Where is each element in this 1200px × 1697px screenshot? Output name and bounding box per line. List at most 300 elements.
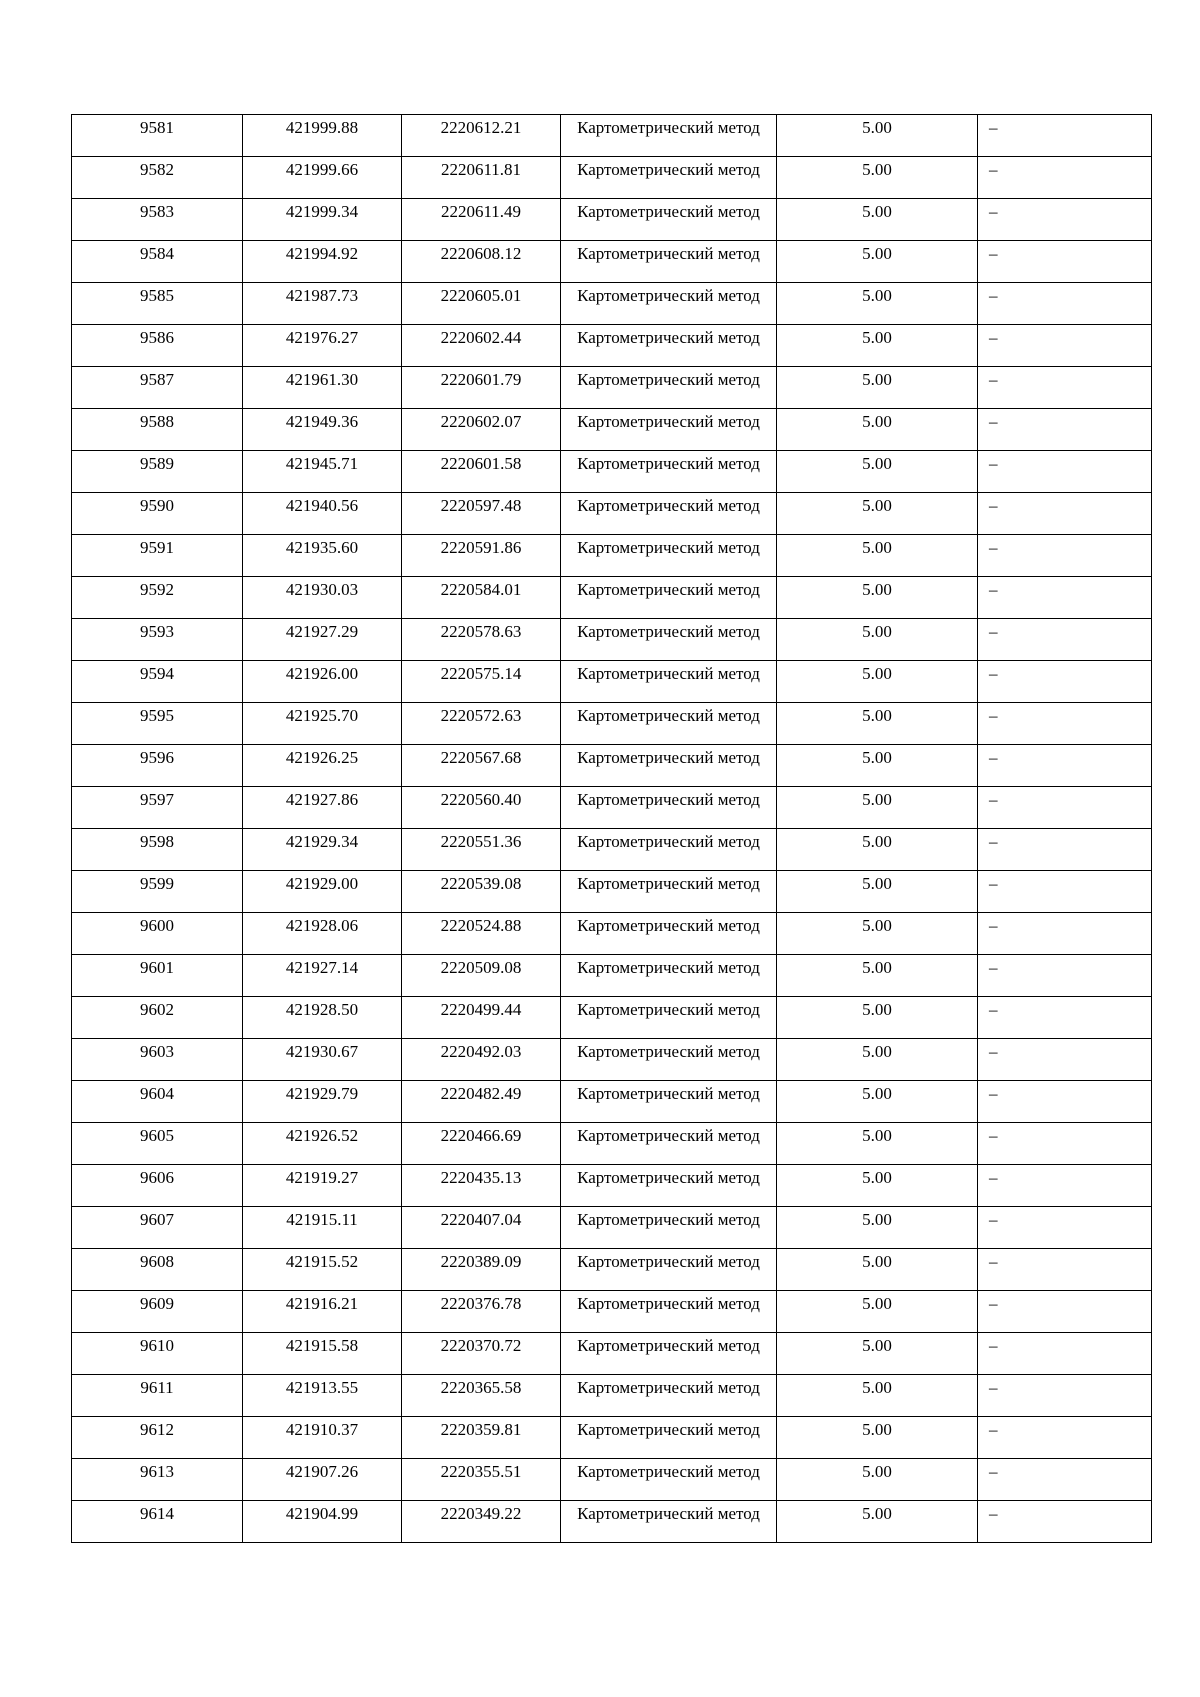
method-cell: [561, 1123, 777, 1165]
table-row: [72, 619, 1152, 661]
note-cell-text: –: [989, 1462, 998, 1481]
accuracy-cell: [777, 997, 978, 1039]
method-cell: [561, 913, 777, 955]
method-cell-text: Картометрический метод: [577, 1126, 760, 1145]
accuracy-cell-text: 5.00: [862, 1462, 892, 1481]
accuracy-cell: [777, 535, 978, 577]
coordinate-y-cell: [402, 325, 561, 367]
note-cell-text: –: [989, 916, 998, 935]
coordinate-x-cell-text: 421999.66: [285, 160, 359, 179]
accuracy-cell-text: 5.00: [862, 1000, 892, 1019]
table-row: [72, 1123, 1152, 1165]
method-cell: [561, 157, 777, 199]
accuracy-cell-text: 5.00: [862, 1420, 892, 1439]
accuracy-cell-text: 5.00: [862, 1126, 892, 1145]
accuracy-cell: [777, 1291, 978, 1333]
coordinate-x-cell: [243, 955, 402, 997]
point-number-cell: [72, 787, 243, 829]
coordinate-x-cell: [243, 241, 402, 283]
method-cell: [561, 367, 777, 409]
coordinate-x-cell-text: 421910.37: [285, 1420, 359, 1439]
note-cell: [978, 1501, 1152, 1543]
table-row: [72, 535, 1152, 577]
note-cell-text: –: [989, 412, 998, 431]
accuracy-cell: [777, 787, 978, 829]
method-cell: [561, 1207, 777, 1249]
note-cell: [978, 703, 1152, 745]
accuracy-cell-text: 5.00: [862, 1504, 892, 1523]
method-cell: [561, 1165, 777, 1207]
coordinate-y-cell: [402, 1207, 561, 1249]
point-number-cell: [72, 1375, 243, 1417]
coordinate-y-cell-text: 2220601.58: [440, 454, 522, 473]
coordinate-y-cell: [402, 1291, 561, 1333]
note-cell-text: –: [989, 244, 998, 263]
point-number-cell: [72, 283, 243, 325]
accuracy-cell: [777, 1417, 978, 1459]
point-number-cell: [72, 997, 243, 1039]
point-number-cell: [72, 1333, 243, 1375]
coordinate-x-cell: [243, 577, 402, 619]
coordinate-y-cell-text: 2220492.03: [440, 1042, 522, 1061]
coordinate-y-cell-text: 2220602.07: [440, 412, 522, 431]
table-row: [72, 451, 1152, 493]
table-row: [72, 745, 1152, 787]
accuracy-cell-text: 5.00: [862, 160, 892, 179]
method-cell-text: Картометрический метод: [577, 664, 760, 683]
accuracy-cell: [777, 661, 978, 703]
coordinate-y-cell-text: 2220509.08: [440, 958, 522, 977]
note-cell: [978, 1039, 1152, 1081]
coordinate-y-cell: [402, 241, 561, 283]
point-number-cell-text: 9584: [140, 244, 174, 263]
method-cell-text: Картометрический метод: [577, 622, 760, 641]
point-number-cell-text: 9588: [140, 412, 174, 431]
note-cell-text: –: [989, 202, 998, 221]
point-number-cell-text: 9587: [140, 370, 174, 389]
coordinate-x-cell: [243, 283, 402, 325]
point-number-cell: [72, 913, 243, 955]
note-cell-text: –: [989, 286, 998, 305]
point-number-cell-text: 9602: [140, 1000, 174, 1019]
accuracy-cell-text: 5.00: [862, 244, 892, 263]
note-cell: [978, 913, 1152, 955]
point-number-cell-text: 9593: [140, 622, 174, 641]
point-number-cell-text: 9611: [140, 1378, 174, 1397]
coordinate-y-cell-text: 2220435.13: [440, 1168, 522, 1187]
note-cell: [978, 1459, 1152, 1501]
note-cell: [978, 829, 1152, 871]
table-row: [72, 1291, 1152, 1333]
note-cell: [978, 367, 1152, 409]
note-cell-text: –: [989, 748, 998, 767]
coordinate-y-cell: [402, 409, 561, 451]
coordinate-y-cell: [402, 199, 561, 241]
point-number-cell: [72, 535, 243, 577]
accuracy-cell: [777, 283, 978, 325]
method-cell: [561, 1501, 777, 1543]
coordinate-x-cell-text: 421926.25: [285, 748, 359, 767]
accuracy-cell: [777, 1207, 978, 1249]
coordinate-x-cell-text: 421994.92: [285, 244, 359, 263]
coordinate-y-cell-text: 2220539.08: [440, 874, 522, 893]
coordinate-y-cell-text: 2220349.22: [440, 1504, 522, 1523]
coordinate-x-cell-text: 421987.73: [285, 286, 359, 305]
method-cell: [561, 955, 777, 997]
note-cell: [978, 745, 1152, 787]
method-cell-text: Картометрический метод: [577, 874, 760, 893]
coordinate-y-cell: [402, 871, 561, 913]
accuracy-cell: [777, 367, 978, 409]
point-number-cell-text: 9589: [140, 454, 174, 473]
note-cell-text: –: [989, 664, 998, 683]
note-cell-text: –: [989, 538, 998, 557]
note-cell: [978, 1291, 1152, 1333]
coordinate-y-cell: [402, 1501, 561, 1543]
coordinate-y-cell: [402, 115, 561, 157]
method-cell-text: Картометрический метод: [577, 1042, 760, 1061]
note-cell: [978, 1333, 1152, 1375]
accuracy-cell: [777, 745, 978, 787]
point-number-cell-text: 9594: [140, 664, 174, 683]
table-row: [72, 1417, 1152, 1459]
method-cell-text: Картометрический метод: [577, 370, 760, 389]
coordinate-y-cell-text: 2220611.81: [440, 160, 522, 179]
coordinate-y-cell-text: 2220560.40: [440, 790, 522, 809]
coordinate-y-cell-text: 2220605.01: [440, 286, 522, 305]
method-cell: [561, 1375, 777, 1417]
point-number-cell: [72, 1165, 243, 1207]
accuracy-cell: [777, 241, 978, 283]
point-number-cell: [72, 199, 243, 241]
coordinate-y-cell: [402, 493, 561, 535]
coordinate-x-cell: [243, 871, 402, 913]
table-row: [72, 493, 1152, 535]
method-cell-text: Картометрический метод: [577, 1462, 760, 1481]
note-cell-text: –: [989, 118, 998, 137]
coordinate-x-cell: [243, 535, 402, 577]
note-cell: [978, 1249, 1152, 1291]
note-cell: [978, 661, 1152, 703]
coordinate-y-cell-text: 2220591.86: [440, 538, 522, 557]
coordinate-y-cell-text: 2220601.79: [440, 370, 522, 389]
accuracy-cell-text: 5.00: [862, 874, 892, 893]
coordinate-y-cell: [402, 829, 561, 871]
coordinate-x-cell-text: 421999.88: [285, 118, 359, 137]
point-number-cell-text: 9592: [140, 580, 174, 599]
coordinate-y-cell-text: 2220482.49: [440, 1084, 522, 1103]
note-cell: [978, 619, 1152, 661]
note-cell: [978, 955, 1152, 997]
coordinate-x-cell: [243, 115, 402, 157]
coordinate-x-cell: [243, 703, 402, 745]
point-number-cell-text: 9595: [140, 706, 174, 725]
accuracy-cell: [777, 913, 978, 955]
table-row: [72, 1375, 1152, 1417]
coordinate-x-cell: [243, 661, 402, 703]
accuracy-cell-text: 5.00: [862, 1168, 892, 1187]
coordinate-x-cell-text: 421927.14: [285, 958, 359, 977]
accuracy-cell-text: 5.00: [862, 958, 892, 977]
coordinate-x-cell-text: 421916.21: [285, 1294, 359, 1313]
point-number-cell-text: 9613: [140, 1462, 174, 1481]
accuracy-cell-text: 5.00: [862, 748, 892, 767]
table-row: [72, 1501, 1152, 1543]
accuracy-cell: [777, 1459, 978, 1501]
accuracy-cell-text: 5.00: [862, 328, 892, 347]
note-cell: [978, 451, 1152, 493]
table-row: [72, 1459, 1152, 1501]
coordinate-x-cell-text: 421915.11: [286, 1210, 358, 1229]
coordinate-y-cell-text: 2220407.04: [440, 1210, 522, 1229]
table-row: [72, 577, 1152, 619]
point-number-cell: [72, 325, 243, 367]
note-cell-text: –: [989, 1042, 998, 1061]
point-number-cell: [72, 1291, 243, 1333]
point-number-cell-text: 9614: [140, 1504, 174, 1523]
accuracy-cell-text: 5.00: [862, 916, 892, 935]
note-cell: [978, 1375, 1152, 1417]
note-cell-text: –: [989, 1420, 998, 1439]
accuracy-cell: [777, 451, 978, 493]
accuracy-cell: [777, 1039, 978, 1081]
method-cell-text: Картометрический метод: [577, 790, 760, 809]
coordinate-y-cell: [402, 1081, 561, 1123]
accuracy-cell: [777, 1249, 978, 1291]
coordinate-x-cell: [243, 619, 402, 661]
method-cell-text: Картометрический метод: [577, 244, 760, 263]
point-number-cell-text: 9582: [140, 160, 174, 179]
table-row: [72, 241, 1152, 283]
point-number-cell-text: 9581: [140, 118, 174, 137]
coordinate-x-cell: [243, 787, 402, 829]
method-cell-text: Картометрический метод: [577, 160, 760, 179]
method-cell: [561, 325, 777, 367]
coordinate-y-cell: [402, 1123, 561, 1165]
note-cell-text: –: [989, 1294, 998, 1313]
coordinate-x-cell: [243, 745, 402, 787]
accuracy-cell: [777, 493, 978, 535]
accuracy-cell: [777, 199, 978, 241]
point-number-cell: [72, 493, 243, 535]
point-number-cell: [72, 115, 243, 157]
note-cell-text: –: [989, 496, 998, 515]
note-cell-text: –: [989, 622, 998, 641]
coordinate-x-cell-text: 421940.56: [285, 496, 359, 515]
method-cell: [561, 619, 777, 661]
point-number-cell-text: 9598: [140, 832, 174, 851]
note-cell-text: –: [989, 706, 998, 725]
accuracy-cell-text: 5.00: [862, 790, 892, 809]
accuracy-cell-text: 5.00: [862, 1252, 892, 1271]
accuracy-cell: [777, 409, 978, 451]
point-number-cell: [72, 1123, 243, 1165]
coordinate-y-cell-text: 2220572.63: [440, 706, 522, 725]
coordinate-x-cell-text: 421961.30: [285, 370, 359, 389]
method-cell-text: Картометрический метод: [577, 202, 760, 221]
point-number-cell-text: 9586: [140, 328, 174, 347]
note-cell: [978, 1123, 1152, 1165]
note-cell-text: –: [989, 1378, 998, 1397]
table-row: [72, 913, 1152, 955]
method-cell: [561, 241, 777, 283]
method-cell: [561, 199, 777, 241]
point-number-cell-text: 9608: [140, 1252, 174, 1271]
coordinate-y-cell-text: 2220608.12: [440, 244, 522, 263]
table-row: [72, 1207, 1152, 1249]
coordinate-x-cell-text: 421999.34: [285, 202, 359, 221]
accuracy-cell: [777, 1165, 978, 1207]
note-cell: [978, 115, 1152, 157]
point-number-cell: [72, 829, 243, 871]
coordinate-x-cell-text: 421928.06: [285, 916, 359, 935]
table-row: [72, 283, 1152, 325]
point-number-cell-text: 9605: [140, 1126, 174, 1145]
method-cell-text: Картометрический метод: [577, 1252, 760, 1271]
note-cell: [978, 535, 1152, 577]
method-cell: [561, 409, 777, 451]
point-number-cell: [72, 703, 243, 745]
coordinate-x-cell: [243, 1165, 402, 1207]
table-row: [72, 1165, 1152, 1207]
accuracy-cell: [777, 1375, 978, 1417]
note-cell-text: –: [989, 1504, 998, 1523]
accuracy-cell: [777, 1123, 978, 1165]
method-cell-text: Картометрический метод: [577, 496, 760, 515]
method-cell-text: Картометрический метод: [577, 118, 760, 137]
accuracy-cell-text: 5.00: [862, 706, 892, 725]
method-cell-text: Картометрический метод: [577, 1420, 760, 1439]
coordinate-y-cell-text: 2220359.81: [440, 1420, 522, 1439]
point-number-cell-text: 9597: [140, 790, 174, 809]
note-cell: [978, 241, 1152, 283]
point-number-cell-text: 9609: [140, 1294, 174, 1313]
accuracy-cell-text: 5.00: [862, 1336, 892, 1355]
point-number-cell: [72, 745, 243, 787]
coordinate-x-cell: [243, 1333, 402, 1375]
note-cell-text: –: [989, 1126, 998, 1145]
coordinate-y-cell: [402, 283, 561, 325]
method-cell-text: Картометрический метод: [577, 1336, 760, 1355]
note-cell-text: –: [989, 454, 998, 473]
coordinate-x-cell-text: 421945.71: [285, 454, 359, 473]
note-cell: [978, 493, 1152, 535]
note-cell-text: –: [989, 832, 998, 851]
note-cell-text: –: [989, 874, 998, 893]
method-cell-text: Картометрический метод: [577, 1000, 760, 1019]
coordinate-y-cell-text: 2220578.63: [440, 622, 522, 641]
coordinate-x-cell-text: 421925.70: [285, 706, 359, 725]
note-cell: [978, 157, 1152, 199]
accuracy-cell-text: 5.00: [862, 1084, 892, 1103]
method-cell-text: Картометрический метод: [577, 706, 760, 725]
coordinate-x-cell-text: 421930.67: [285, 1042, 359, 1061]
accuracy-cell-text: 5.00: [862, 1378, 892, 1397]
coordinate-x-cell-text: 421927.86: [285, 790, 359, 809]
point-number-cell-text: 9585: [140, 286, 174, 305]
coordinates-table: [71, 114, 1152, 1543]
coordinate-x-cell: [243, 157, 402, 199]
point-number-cell: [72, 1081, 243, 1123]
coordinate-x-cell: [243, 199, 402, 241]
coordinate-y-cell-text: 2220611.49: [440, 202, 522, 221]
note-cell: [978, 871, 1152, 913]
coordinate-y-cell: [402, 1039, 561, 1081]
point-number-cell-text: 9583: [140, 202, 174, 221]
point-number-cell-text: 9606: [140, 1168, 174, 1187]
method-cell: [561, 787, 777, 829]
coordinate-x-cell-text: 421949.36: [285, 412, 359, 431]
coordinate-y-cell: [402, 1249, 561, 1291]
method-cell-text: Картометрический метод: [577, 412, 760, 431]
coordinate-y-cell: [402, 577, 561, 619]
coordinates-table-body: [72, 115, 1152, 1543]
table-row: [72, 829, 1152, 871]
table-row: [72, 199, 1152, 241]
accuracy-cell-text: 5.00: [862, 1210, 892, 1229]
point-number-cell: [72, 241, 243, 283]
accuracy-cell-text: 5.00: [862, 496, 892, 515]
accuracy-cell-text: 5.00: [862, 580, 892, 599]
method-cell-text: Картометрический метод: [577, 832, 760, 851]
coordinate-y-cell-text: 2220365.58: [440, 1378, 522, 1397]
point-number-cell-text: 9599: [140, 874, 174, 893]
accuracy-cell-text: 5.00: [862, 664, 892, 683]
coordinate-y-cell-text: 2220612.21: [440, 118, 522, 137]
point-number-cell: [72, 577, 243, 619]
accuracy-cell: [777, 955, 978, 997]
accuracy-cell: [777, 1333, 978, 1375]
method-cell: [561, 1081, 777, 1123]
accuracy-cell-text: 5.00: [862, 412, 892, 431]
method-cell-text: Картометрический метод: [577, 328, 760, 347]
coordinate-x-cell-text: 421915.52: [285, 1252, 359, 1271]
method-cell: [561, 577, 777, 619]
table-row: [72, 1039, 1152, 1081]
coordinate-y-cell: [402, 997, 561, 1039]
method-cell-text: Картометрический метод: [577, 1084, 760, 1103]
note-cell: [978, 1417, 1152, 1459]
table-row: [72, 325, 1152, 367]
point-number-cell-text: 9612: [140, 1420, 174, 1439]
method-cell: [561, 1459, 777, 1501]
accuracy-cell: [777, 577, 978, 619]
point-number-cell-text: 9610: [140, 1336, 174, 1355]
point-number-cell-text: 9607: [140, 1210, 174, 1229]
method-cell-text: Картометрический метод: [577, 1504, 760, 1523]
method-cell: [561, 1417, 777, 1459]
method-cell-text: Картометрический метод: [577, 286, 760, 305]
method-cell-text: Картометрический метод: [577, 1168, 760, 1187]
note-cell-text: –: [989, 1000, 998, 1019]
note-cell: [978, 1207, 1152, 1249]
coordinate-x-cell: [243, 1459, 402, 1501]
coordinate-x-cell: [243, 1207, 402, 1249]
coordinate-y-cell: [402, 1417, 561, 1459]
method-cell: [561, 283, 777, 325]
coordinate-x-cell-text: 421919.27: [285, 1168, 359, 1187]
method-cell: [561, 1039, 777, 1081]
accuracy-cell-text: 5.00: [862, 202, 892, 221]
coordinate-x-cell-text: 421929.00: [285, 874, 359, 893]
table-row: [72, 115, 1152, 157]
coordinate-x-cell-text: 421928.50: [285, 1000, 359, 1019]
note-cell: [978, 199, 1152, 241]
table-row: [72, 661, 1152, 703]
coordinate-y-cell-text: 2220355.51: [440, 1462, 522, 1481]
coordinate-x-cell: [243, 1081, 402, 1123]
note-cell-text: –: [989, 790, 998, 809]
